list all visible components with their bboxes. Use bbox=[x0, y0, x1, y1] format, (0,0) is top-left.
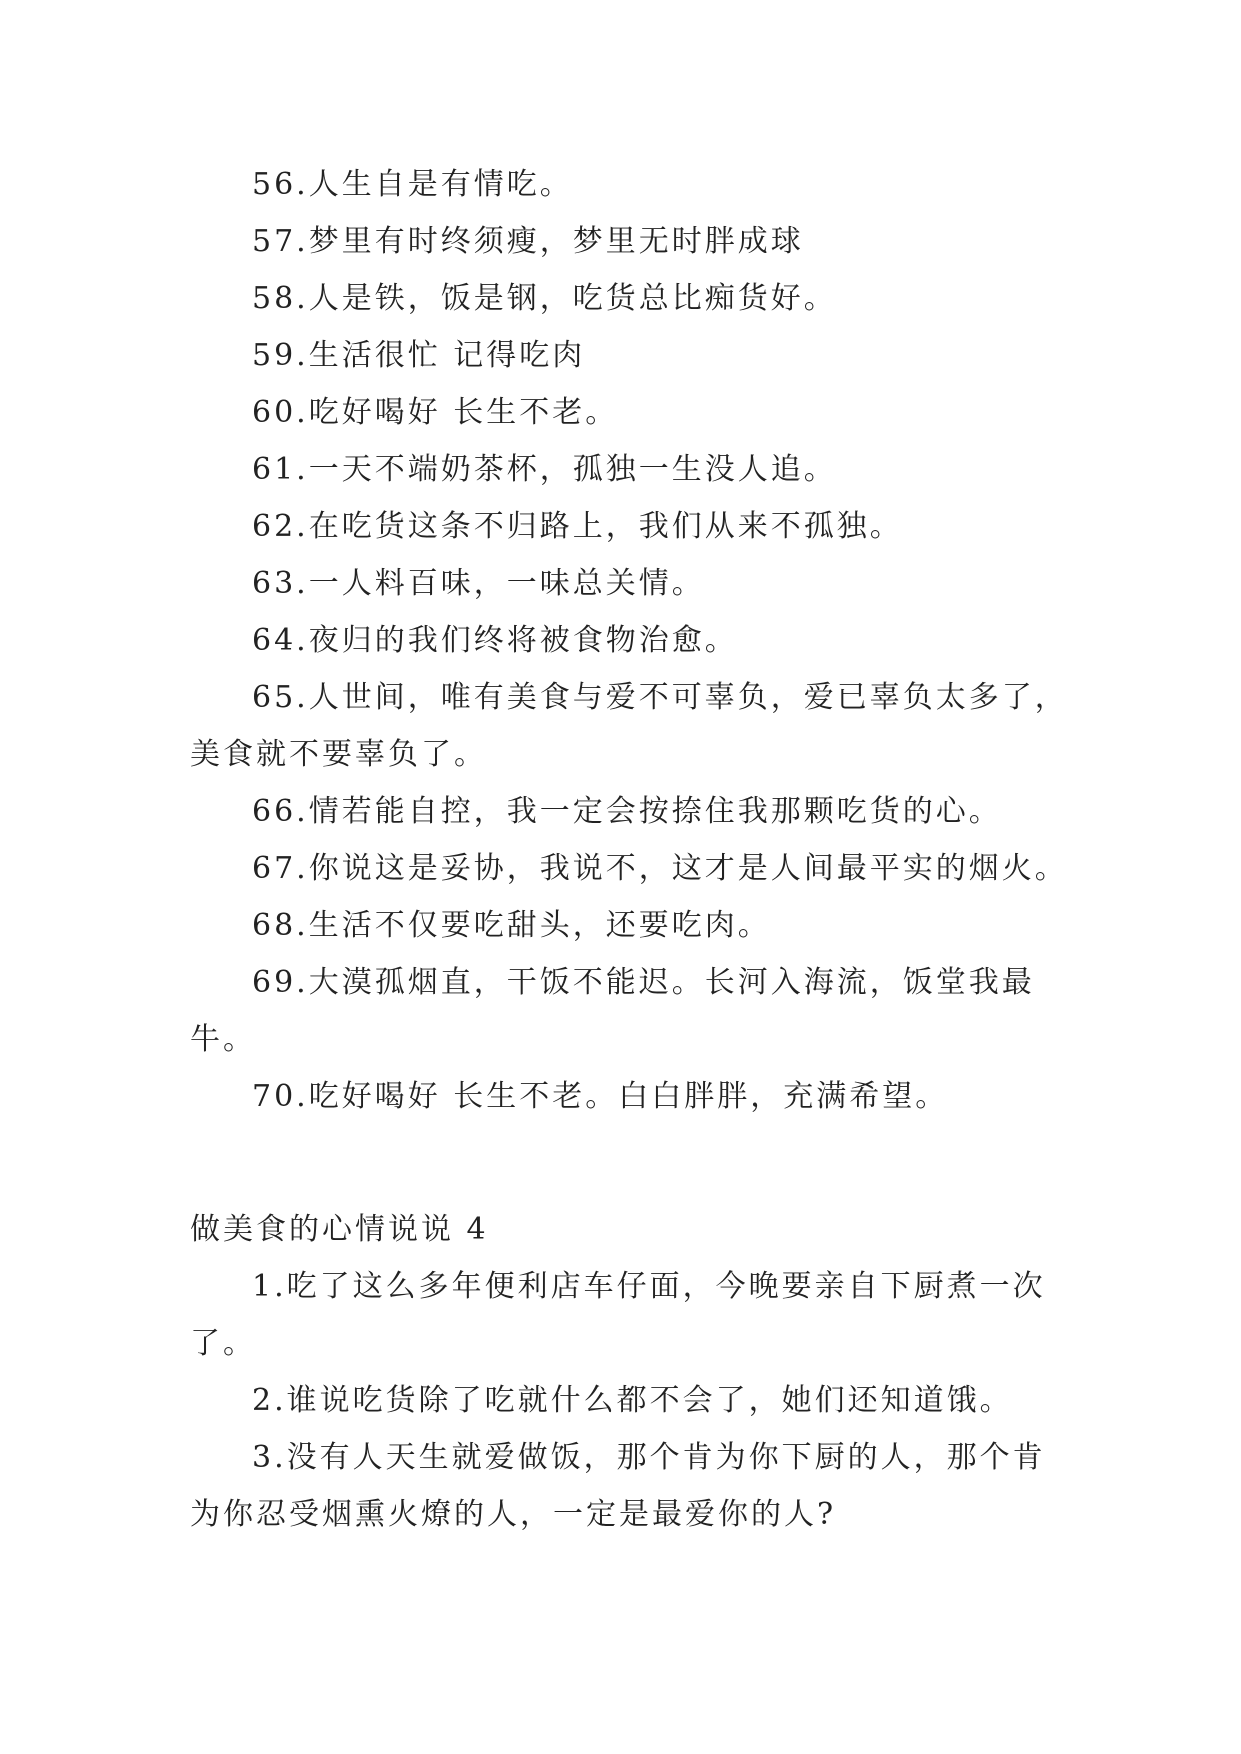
quote-57: 57.梦里有时终须瘦，梦里无时胖成球 bbox=[252, 224, 804, 259]
quote-56: 56.人生自是有情吃。 bbox=[252, 167, 573, 202]
quote-58: 58.人是铁，饭是钢，吃货总比痴货好。 bbox=[252, 281, 837, 316]
section-b-item-3-continued: 为你忍受烟熏火燎的人，一定是最爱你的人? bbox=[190, 1497, 837, 1532]
quote-67: 67.你说这是妥协，我说不，这才是人间最平实的烟火。 bbox=[252, 851, 1068, 886]
quote-65: 65.人世间，唯有美食与爱不可辜负，爱已辜负太多了， bbox=[252, 680, 1068, 715]
quote-65-continued: 美食就不要辜负了。 bbox=[190, 737, 487, 772]
quote-69: 69.大漠孤烟直，干饭不能迟。长河入海流，饭堂我最 bbox=[252, 965, 1035, 1000]
quote-64: 64.夜归的我们终将被食物治愈。 bbox=[252, 623, 738, 658]
quote-68: 68.生活不仅要吃甜头，还要吃肉。 bbox=[252, 908, 771, 943]
quote-66: 66.情若能自控，我一定会按捺住我那颗吃货的心。 bbox=[252, 794, 1002, 829]
section-heading: 做美食的心情说说 4 bbox=[190, 1212, 489, 1247]
section-b-item-1-continued: 了。 bbox=[190, 1326, 256, 1361]
section-b-item-1: 1.吃了这么多年便利店车仔面，今晚要亲自下厨煮一次 bbox=[252, 1269, 1046, 1304]
quote-70: 70.吃好喝好 长生不老。白白胖胖，充满希望。 bbox=[252, 1079, 949, 1114]
section-b-item-2: 2.谁说吃货除了吃就什么都不会了，她们还知道饿。 bbox=[252, 1383, 1013, 1418]
quote-61: 61.一天不端奶茶杯，孤独一生没人追。 bbox=[252, 452, 837, 487]
quote-62: 62.在吃货这条不归路上，我们从来不孤独。 bbox=[252, 509, 903, 544]
quote-59: 59.生活很忙 记得吃肉 bbox=[252, 338, 586, 373]
quote-63: 63.一人料百味，一味总关情。 bbox=[252, 566, 705, 601]
quote-69-continued: 牛。 bbox=[190, 1022, 256, 1057]
section-b-item-3: 3.没有人天生就爱做饭，那个肯为你下厨的人，那个肯 bbox=[252, 1440, 1046, 1475]
quote-60: 60.吃好喝好 长生不老。 bbox=[252, 395, 619, 430]
